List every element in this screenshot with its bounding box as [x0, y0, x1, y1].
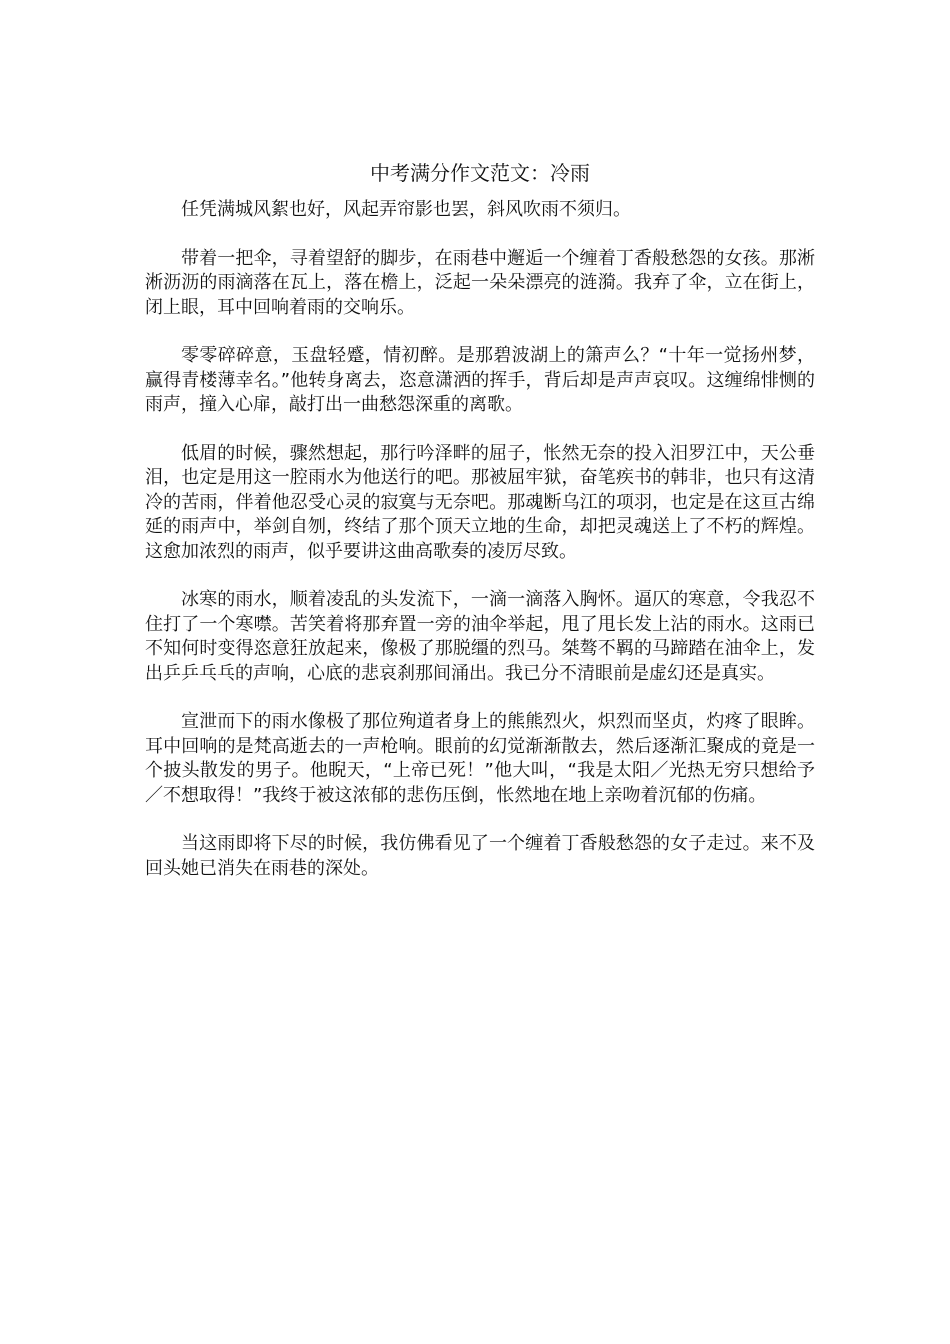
paragraph-6: 宣泄而下的雨水像极了那位殉道者身上的熊熊烈火，炽烈而坚贞，灼疼了眼眸。耳中回响的是梵高逝去的一声枪响。眼前的幻觉渐渐散去，然后逐渐汇聚成的竟是一个披头散发的男子。他睨天，“上帝已死！”他大叫，“我是太阳／光热无穷只想给予／不想取得！”我终于被这浓郁的悲伤压倒，怅然地在地上亲吻着沉郁的伤痛。 [145, 711, 815, 806]
essay-title: 中考满分作文范文：冷雨 [370, 161, 590, 185]
paragraph-7: 当这雨即将下尽的时候，我仿佛看见了一个缠着丁香般愁怨的女子走过。来不及回头她已消失在雨巷的深处。 [145, 833, 815, 879]
paragraph-5: 冰寒的雨水，顺着凌乱的头发流下，一滴一滴落入胸怀。逼仄的寒意，令我忍不住打了一个寒噤。苦笑着将那弃置一旁的油伞举起，甩了甩长发上沾的雨水。这雨已不知何时变得恣意狂放起来，像极了那脱缰的烈马。桀骜不羁的马蹄踏在油伞上，发出乒乒乓乓的声响，心底的悲哀刹那间涌出。我已分不清眼前是虚幻还是真实。 [145, 589, 815, 684]
essay-body [145, 158, 815, 905]
paragraph-1: 任凭满城风絮也好，风起弄帘影也罢，斜风吹雨不须归。 [181, 199, 631, 220]
paragraph-4: 低眉的时候，骤然想起，那行吟泽畔的屈子，怅然无奈的投入汨罗江中，天公垂泪，也定是用这一腔雨水为他送行的吧。那被屈牢狱，奋笔疾书的韩非，也只有这清冷的苦雨，伴着他忍受心灵的寂寞与无奈吧。那魂断乌江的项羽，也定是在这亘古绵延的雨声中，举剑自刎，终结了那个顶天立地的生命，却把灵魂送上了不朽的辉煌。这愈加浓烈的雨声，似乎要讲这曲高歌奏的凌厉尽致。 [145, 442, 815, 562]
paragraph-3: 零零碎碎意，玉盘轻蹙，情初醉。是那碧波湖上的箫声么？“十年一觉扬州梦，赢得青楼薄幸名。”他转身离去，恣意潇洒的挥手，背后却是声声哀叹。这缠绵悱恻的雨声，撞入心扉，敲打出一曲愁怨深重的离歌。 [145, 345, 815, 415]
paragraph-2: 带着一把伞，寻着望舒的脚步，在雨巷中邂逅一个缠着丁香般愁怨的女孩。那淅淅沥沥的雨滴落在瓦上，落在檐上，泛起一朵朵漂亮的涟漪。我弃了伞，立在街上，闭上眼，耳中回响着雨的交响乐。 [145, 247, 815, 318]
